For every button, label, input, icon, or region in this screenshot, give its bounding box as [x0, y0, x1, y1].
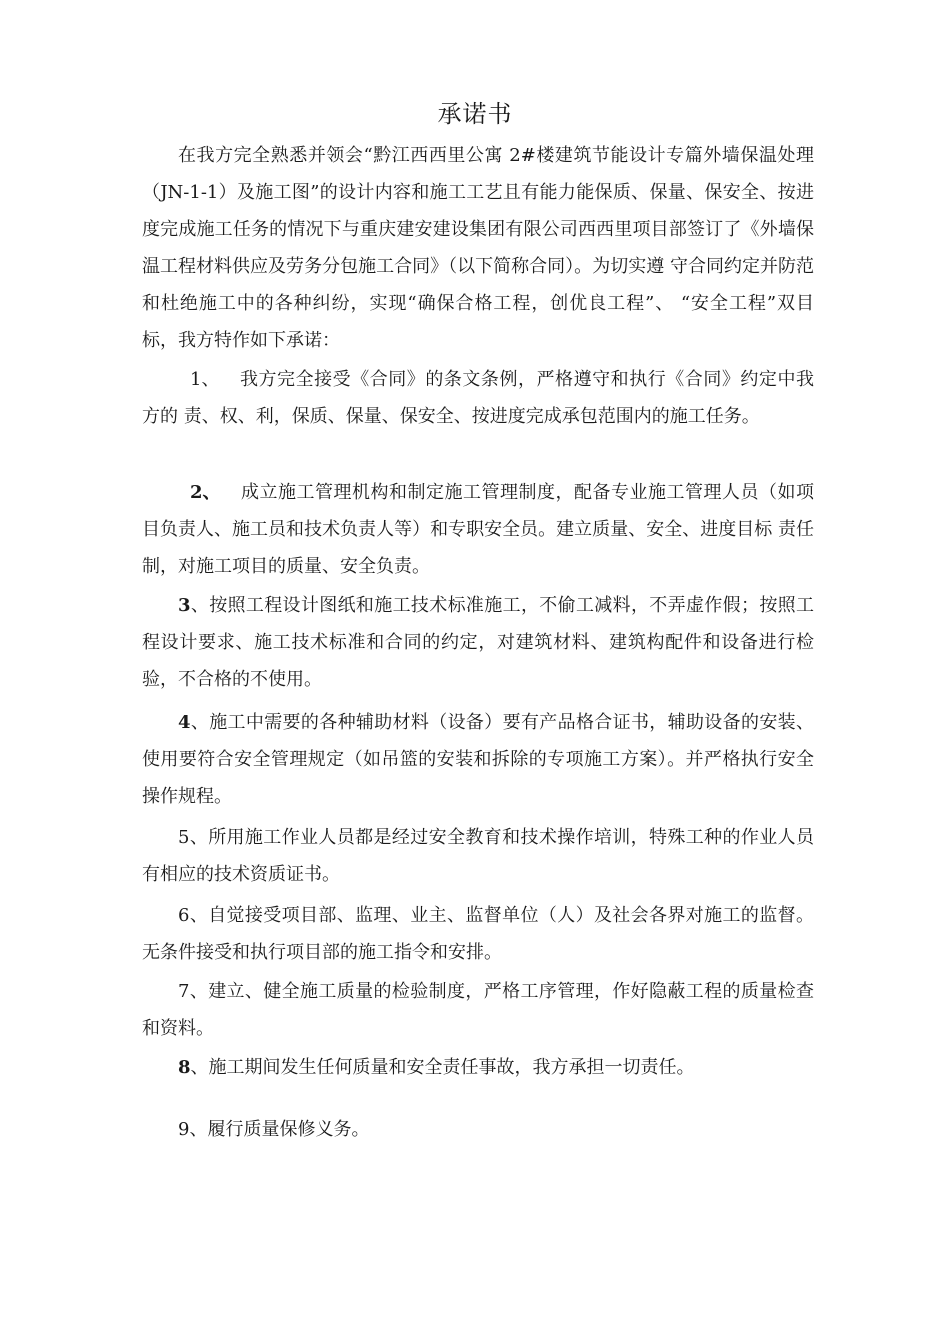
- item-text: 、自觉接受项目部、监理、业主、监督单位（人）及社会各界对施工的监督。无条件接受和执行项目部的施工指令和安排。: [142, 905, 814, 963]
- item-text: 成立施工管理机构和制定施工管理制度，配备专业施工管理人员（如项 目负责人、施工员和技术负责人等）和专职安全员。建立质量、安全、进度目标 责任制，对施工项目的质量、安全负责。: [142, 482, 814, 577]
- commitment-item-5: [142, 819, 814, 893]
- item-number: 5: [178, 827, 190, 848]
- item-number: 3: [178, 595, 191, 616]
- item-number: 8: [178, 1057, 191, 1078]
- item-text: 、施工期间发生任何质量和安全责任事故，我方承担一切责任。: [190, 1057, 695, 1078]
- commitment-item-4: [142, 704, 814, 815]
- item-number: 9: [178, 1119, 190, 1140]
- item-text: 、履行质量保修义务。: [189, 1119, 370, 1140]
- item-number: 2、: [190, 482, 221, 503]
- commitment-item-2: [142, 474, 814, 585]
- commitment-item-8: [142, 1049, 814, 1086]
- intro-paragraph: 在我方完全熟悉并领会“黔江西西里公寓 2#楼建筑节能设计专篇外墙保温处理（JN-1-1）及施工图”的设计内容和施工工艺且有能力能保质、保量、保安全、按进度完成施工任务的情况下与重庆建安建设集团有限公司西西里项目部签订了《外墙保温工程材料供应及劳务分包施工合同》（以下简称合同）。为切实遵 守合同约定并防范和杜绝施工中的各种纠纷，实现“确保合格工程，创优良工程”、 “安全工程”双目标，我方特作如下承诺：: [142, 145, 814, 351]
- item-text: 、建立、健全施工质量的检验制度，严格工序管理，作好隐蔽工程的质量检查和资料。: [142, 981, 814, 1039]
- item-text: 、所用施工作业人员都是经过安全教育和技术操作培训，特殊工种的作业人员有相应的技术资质证书。: [142, 827, 814, 885]
- item-number: 4: [178, 712, 191, 733]
- commitment-item-7: [142, 973, 814, 1047]
- commitment-item-6: [142, 897, 814, 971]
- item-number: 1、: [190, 369, 220, 390]
- item-text: 我方完全接受《合同》的条文条例，严格遵守和执行《合同》约定中我方的 责、权、利，保质、保量、保安全、按进度完成承包范围内的施工任务。: [142, 369, 814, 427]
- item-text: 、按照工程设计图纸和施工技术标准施工，不偷工减料，不弄虚作假；按照工程设计要求、施工技术标准和合同的约定，对建筑材料、建筑构配件和设备进行检验，不合格的不使用。: [142, 595, 814, 690]
- item-number: 6: [178, 905, 190, 926]
- commitment-item-3: [142, 587, 814, 698]
- item-text: 、施工中需要的各种辅助材料（设备）要有产品格合证书，辅助设备的安装、使用要符合安全管理规定（如吊篮的安装和拆除的专项施工方案）。并严格执行安全操作规程。: [142, 712, 814, 807]
- document-title: 承诺书: [437, 100, 513, 128]
- item-number: 7: [178, 981, 190, 1002]
- commitment-item-1: [142, 361, 814, 435]
- commitment-item-9: [142, 1111, 814, 1148]
